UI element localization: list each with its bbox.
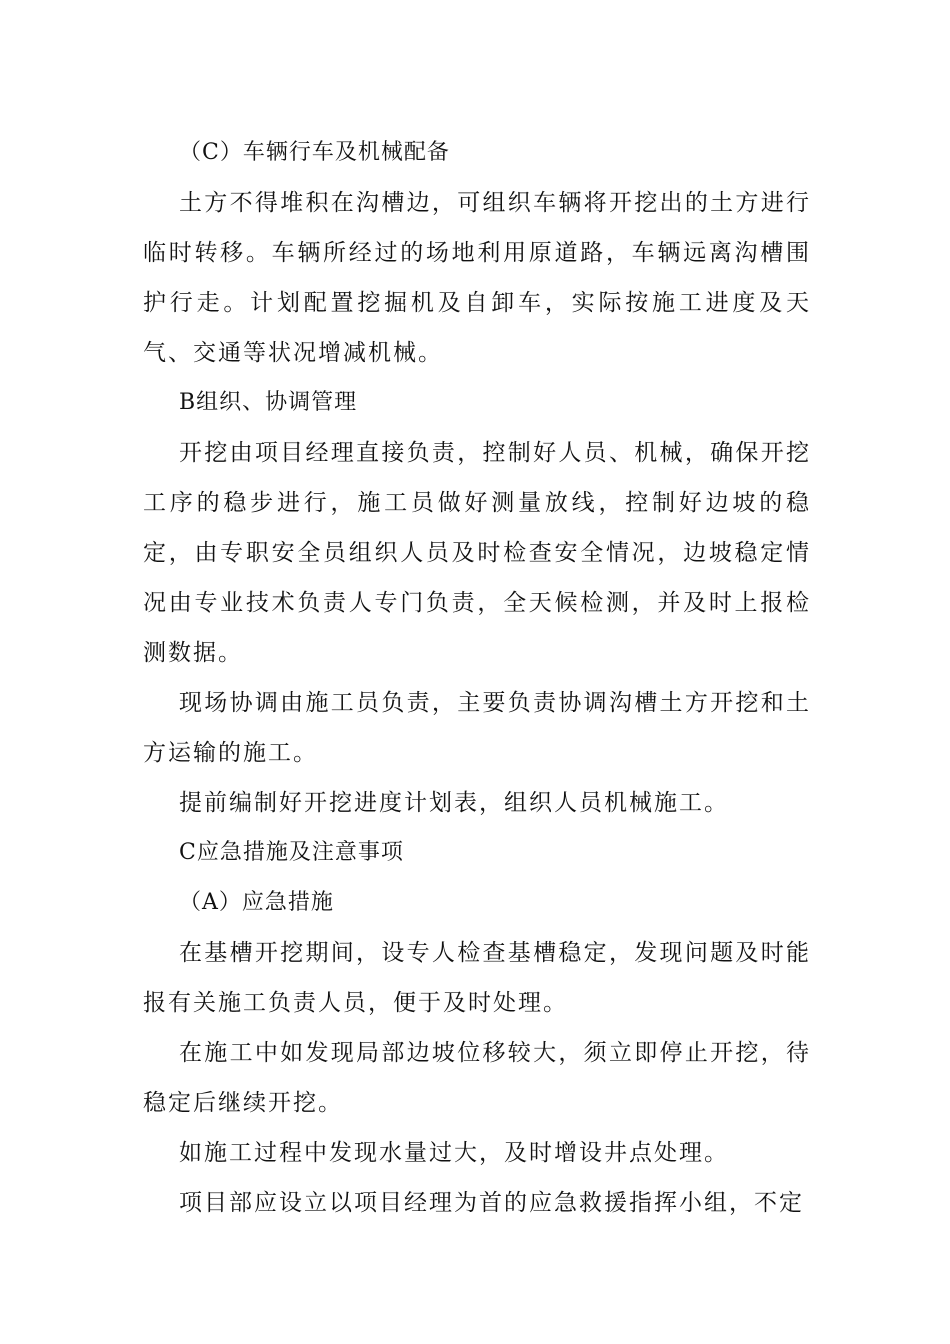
section-heading-vehicles: （C）车辆行车及机械配备 xyxy=(179,140,450,165)
document-body xyxy=(143,128,811,1228)
subsection-heading-emergency-measures: （A）应急措施 xyxy=(179,890,334,915)
paragraph-water-volume: 如施工过程中发现水量过大，及时增设井点处理。 xyxy=(179,1140,729,1166)
paragraph-schedule-plan: 提前编制好开挖进度计划表，组织人员机械施工。 xyxy=(179,790,729,816)
paragraph-excavation-management: 开挖由项目经理直接负责，控制好人员、机械，确保开挖工序的稳步进行，施工员做好测量放线，控制好边坡的稳定，由专职安全员组织人员及时检查安全情况，边坡稳定情况由专业技术负责人专门负责，全天候检测，并及时上报检测数据。 xyxy=(143,440,811,666)
paragraph-trench-inspection: 在基槽开挖期间，设专人检查基槽稳定，发现问题及时能报有关施工负责人员，便于及时处理。 xyxy=(143,940,811,1016)
section-heading-organization: B组织、协调管理 xyxy=(179,390,358,415)
paragraph-emergency-team: 项目部应设立以项目经理为首的应急救援指挥小组，不定 xyxy=(179,1190,804,1216)
paragraph-slope-displacement: 在施工中如发现局部边坡位移较大，须立即停止开挖，待稳定后继续开挖。 xyxy=(143,1040,811,1116)
paragraph-site-coordination: 现场协调由施工员负责，主要负责协调沟槽土方开挖和土方运输的施工。 xyxy=(143,690,811,766)
section-heading-emergency: C应急措施及注意事项 xyxy=(179,840,404,865)
paragraph-earthwork-transport: 土方不得堆积在沟槽边，可组织车辆将开挖出的土方进行临时转移。车辆所经过的场地利用原道路，车辆远离沟槽围护行走。计划配置挖掘机及自卸车，实际按施工进度及天气、交通等状况增减机械。 xyxy=(143,190,811,366)
